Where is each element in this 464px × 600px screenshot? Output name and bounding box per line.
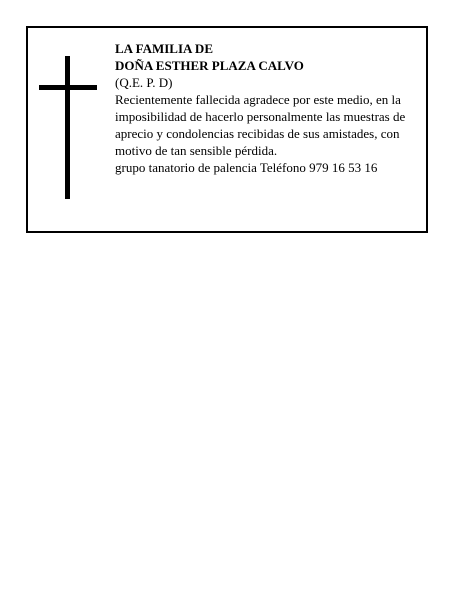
notice-heading-family: LA FAMILIA DE bbox=[115, 41, 213, 56]
obituary-notice bbox=[26, 26, 428, 233]
notice-text-block bbox=[115, 40, 421, 176]
notice-funeral-home-contact: grupo tanatorio de palencia Teléfono 979 16 53 16 bbox=[115, 160, 378, 175]
notice-heading-deceased-name: DOÑA ESTHER PLAZA CALVO bbox=[115, 58, 304, 73]
notice-qepd: (Q.E. P. D) bbox=[115, 75, 173, 90]
notice-message: Recientemente fallecida agradece por este medio, en la imposibilidad de hacerlo personalmente las muestras de aprecio y condolencias recibidas de sus amistades, con motivo de tan sensible pérdida. bbox=[115, 92, 406, 158]
latin-cross-icon bbox=[28, 28, 108, 231]
cross-vertical-bar bbox=[65, 56, 70, 199]
cross-horizontal-bar bbox=[39, 85, 97, 90]
